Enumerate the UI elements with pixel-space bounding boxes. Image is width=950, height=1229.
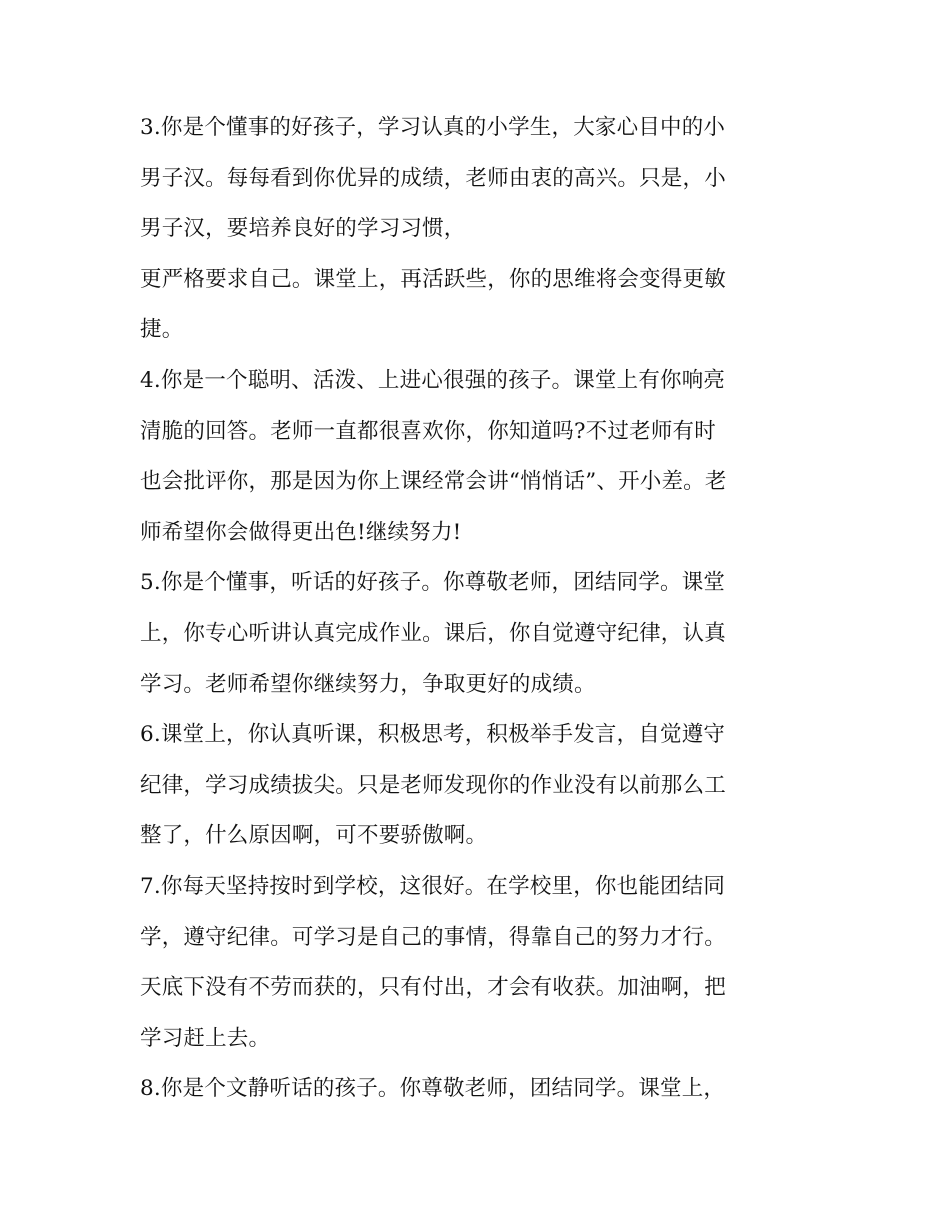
text-line: 男子汉。每每看到你优异的成绩，老师由衷的高兴。只是，小 (140, 165, 726, 191)
text-line: 7.你每天坚持按时到学校，这很好。在学校里，你也能团结同 (140, 873, 726, 899)
text-line: 3.你是个懂事的好孩子，学习认真的小学生，大家心目中的小 (140, 115, 726, 140)
text-line: 上，你专心听讲认真完成作业。课后，你自觉遵守纪律，认真 (140, 620, 726, 646)
text-line: 清脆的回答。老师一直都很喜欢你，你知道吗?不过老师有时 (140, 418, 716, 444)
document-body (140, 103, 820, 1115)
text-line: 更严格要求自己。课堂上，再活跃些，你的思维将会变得更敏 (140, 266, 726, 292)
text-line: 4.你是一个聪明、活泼、上进心很强的孩子。课堂上有你响亮 (140, 367, 726, 393)
text-line: 整了，什么原因啊，可不要骄傲啊。 (140, 823, 488, 849)
text-line: 学习赶上去。 (140, 1025, 271, 1051)
text-line: 纪律，学习成绩拔尖。只是老师发现你的作业没有以前那么工 (140, 772, 726, 798)
text-line: 师希望你会做得更出色!继续努力! (140, 519, 462, 545)
text-line: 男子汉，要培养良好的学习习惯， (140, 216, 466, 242)
text-line: 6.课堂上，你认真听课，积极思考，积极举手发言，自觉遵守 (140, 722, 726, 748)
text-line: 也会批评你，那是因为你上课经常会讲“悄悄话”、开小差。老 (140, 469, 727, 495)
text-line: 8.你是个文静听话的孩子。你尊敬老师，团结同学。课堂上， (140, 1076, 726, 1102)
text-line: 学，遵守纪律。可学习是自己的事情，得靠自己的努力才行。 (140, 924, 726, 950)
text-line: 5.你是个懂事，听话的好孩子。你尊敬老师，团结同学。课堂 (140, 570, 726, 596)
text-line: 天底下没有不劳而获的，只有付出，才会有收获。加油啊，把 (140, 975, 726, 1001)
text-line: 捷。 (140, 317, 184, 343)
text-line: 学习。老师希望你继续努力，争取更好的成绩。 (140, 671, 596, 697)
